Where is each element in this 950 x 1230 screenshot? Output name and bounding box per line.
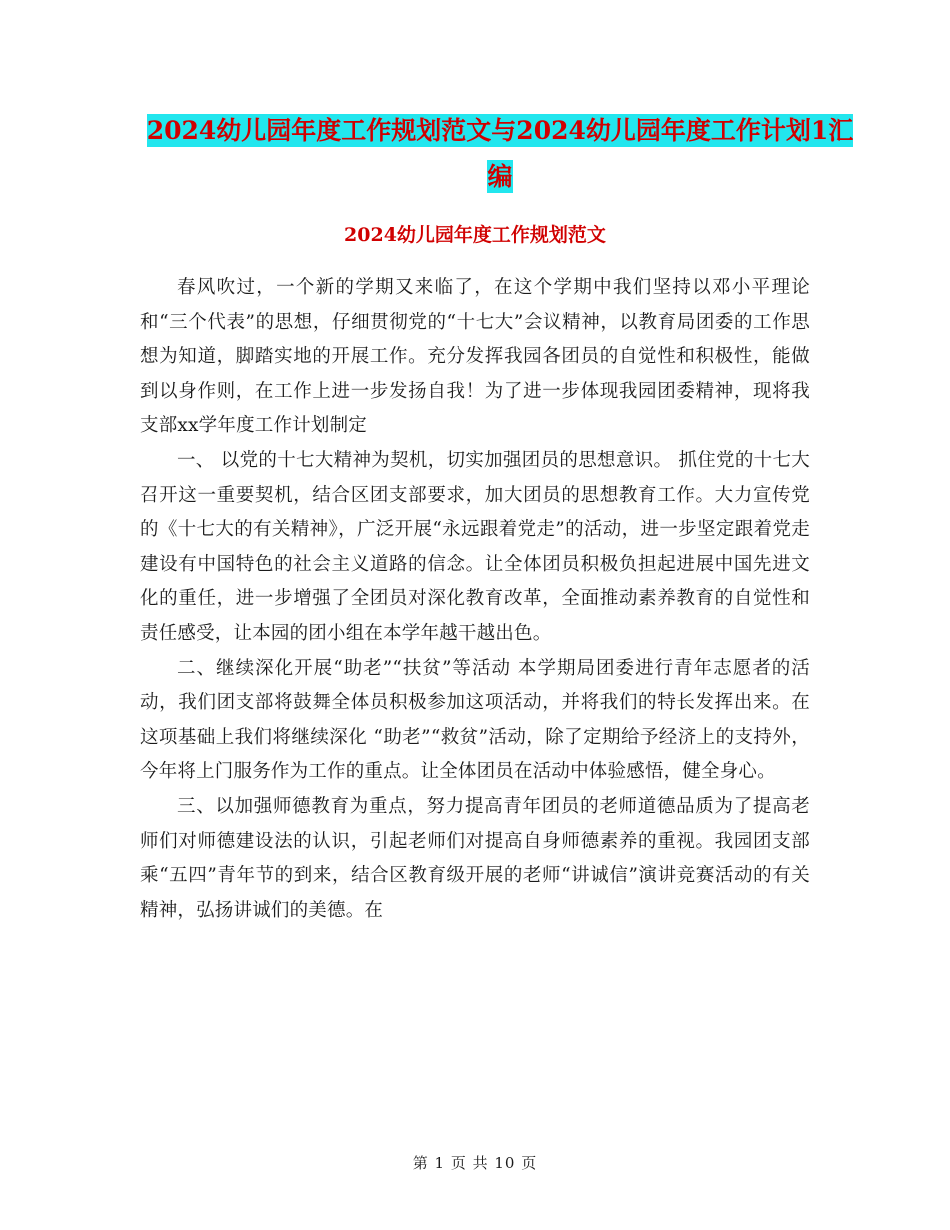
section-title: 2024幼儿园年度工作规划范文 [344,224,606,246]
document-body [140,271,810,928]
page-number-footer: 第 1 页 共 10 页 [412,1154,538,1172]
document-title [140,108,860,200]
paragraph-section-2: 二、继续深化开展“助老”“扶贫”等活动 本学期局团委进行青年志愿者的活动，我们团支部将鼓舞全体员积极参加这项活动，并将我们的特长发挥出来。在这项基础上我们将继续深化 “助老”“救贫”活动，除了定期给予经济上的支持外，今年将上门服务作为工作的重点。让全体团员在活动中体验感悟，健全身心。 [140,657,810,783]
paragraph-section-1: 一、 以党的十七大精神为契机，切实加强团员的思想意识。 抓住党的十七大召开这一重要契机，结合区团支部要求，加大团员的思想教育工作。大力宣传党的《十七大的有关精神》，广泛开展“永远跟着党走”的活动，进一步坚定跟着党走建设有中国特色的社会主义道路的信念。让全体团员积极负担起进展中国先进文化的重任，进一步增强了全团员对深化教育改革，全面推动素养教育的自觉性和责任感受，让本园的团小组在本学年越干越出色。 [140,449,810,644]
paragraph-section-3: 三、以加强师德教育为重点，努力提高青年团员的老师道德品质为了提高老师们对师德建设法的认识，引起老师们对提高自身师德素养的重视。我园团支部乘“五四”青年节的到来，结合区教育级开展的老师“讲诚信”演讲竞赛活动的有关精神，弘扬讲诚们的美德。在 [140,795,810,921]
document-title-text: 2024幼儿园年度工作规划范文与2024幼儿园年度工作计划1汇编 [146,116,854,191]
paragraph-intro: 春风吹过，一个新的学期又来临了，在这个学期中我们坚持以邓小平理论和“三个代表”的思想，仔细贯彻党的“十七大”会议精神，以教育局团委的工作思想为知道，脚踏实地的开展工作。充分发挥我园各团员的自觉性和积极性，能做到以身作则，在工作上进一步发扬自我！为了进一步体现我园团委精神，现将我支部xx学年度工作计划制定 [140,277,810,437]
